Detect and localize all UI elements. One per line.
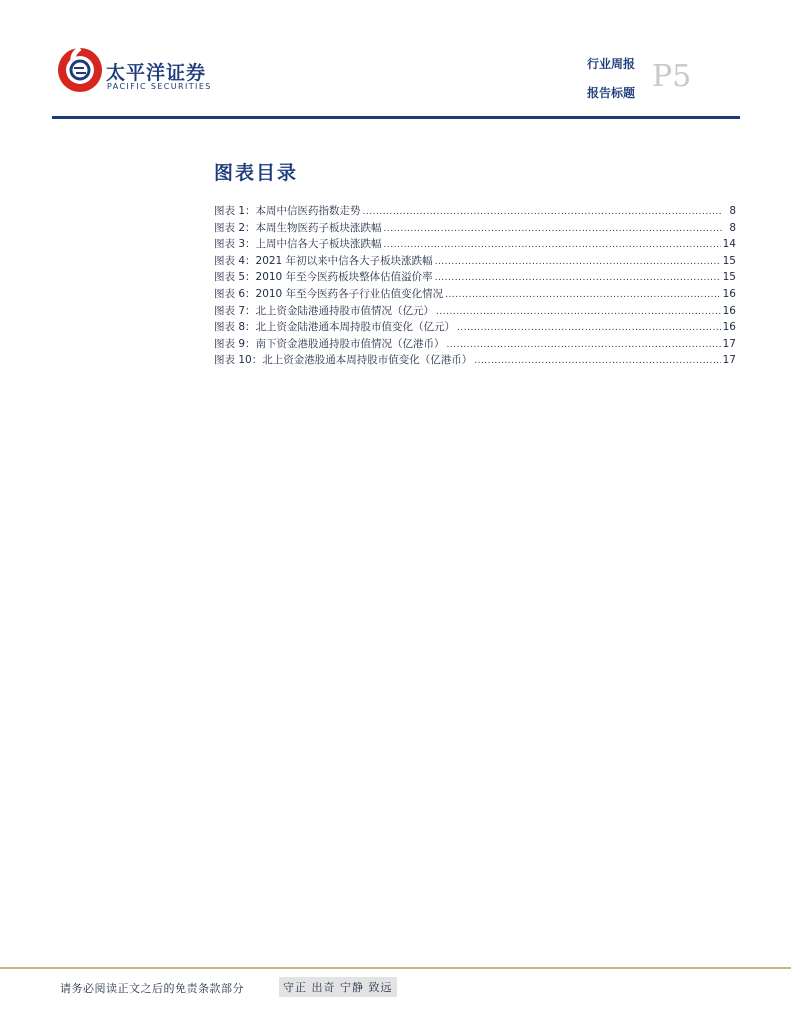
toc-entry-label: 图表 10：北上资金港股通本周持股市值变化（亿港币） [214,354,473,367]
toc-entry[interactable] [214,269,736,286]
toc-leader-dots [435,257,721,267]
toc-entry-page: 14 [722,238,736,251]
page-number: P5 [652,59,692,94]
brand-name-en: PACIFIC SECURITIES [107,82,212,91]
footer-disclaimer: 请务必阅读正文之后的免责条款部分 [60,982,244,995]
toc-entry-label: 图表 9：南下资金港股通持股市值情况（亿港币） [214,337,445,350]
toc-entry-page: 16 [722,304,736,317]
toc-heading: 图表目录 [214,162,299,184]
toc-entry[interactable] [214,303,736,320]
pacific-securities-logo-icon [54,42,106,94]
report-type: 行业周报 [587,57,636,71]
toc-entry-label: 图表 4：2021 年初以来中信各大子板块涨跌幅 [214,254,433,267]
toc-leader-dots [447,340,721,350]
toc-entry[interactable] [214,203,736,220]
toc-leader-dots [436,307,721,317]
toc-list [214,203,736,369]
toc-leader-dots [384,224,722,234]
toc-entry-page: 16 [722,287,736,300]
header-divider [52,116,740,119]
toc-entry[interactable] [214,352,736,369]
toc-entry-label: 图表 1：本周中信医药指数走势 [214,205,361,217]
toc-entry-page: 8 [729,221,736,234]
toc-entry-page: 8 [729,205,736,217]
toc-entry[interactable] [214,220,736,237]
footer-motto: 守正 出奇 宁静 致远 [279,977,397,997]
toc-entry-label: 图表 3：上周中信各大子板块涨跌幅 [214,238,382,251]
toc-entry[interactable] [214,253,736,270]
toc-leader-dots [474,356,720,366]
toc-leader-dots [384,240,721,250]
toc-entry-page: 17 [722,354,736,367]
toc-entry-label: 图表 8：北上资金陆港通本周持股市值变化（亿元） [214,321,456,334]
toc-entry[interactable] [214,336,736,353]
toc-entry-page: 15 [722,271,736,284]
toc-leader-dots [435,273,721,283]
toc-leader-dots [457,323,721,333]
toc-entry[interactable] [214,319,736,336]
toc-entry-page: 15 [722,254,736,267]
report-title: 报告标题 [587,86,636,100]
toc-leader-dots [445,290,721,300]
footer-divider [0,967,791,969]
toc-entry[interactable] [214,286,736,303]
toc-entry-page: 16 [722,321,736,334]
toc-entry-page: 17 [722,337,736,350]
toc-leader-dots [363,207,722,217]
toc-entry-label: 图表 6：2010 年至今医药各子行业估值变化情况 [214,287,444,300]
toc-entry-label: 图表 5：2010 年至今医药板块整体估值溢价率 [214,271,433,284]
brand-name-cn: 太平洋证券 [106,62,207,84]
toc-entry-label: 图表 7：北上资金陆港通持股市值情况（亿元） [214,304,435,317]
toc-entry-label: 图表 2：本周生物医药子板块涨跌幅 [214,221,382,234]
toc-entry[interactable] [214,236,736,253]
